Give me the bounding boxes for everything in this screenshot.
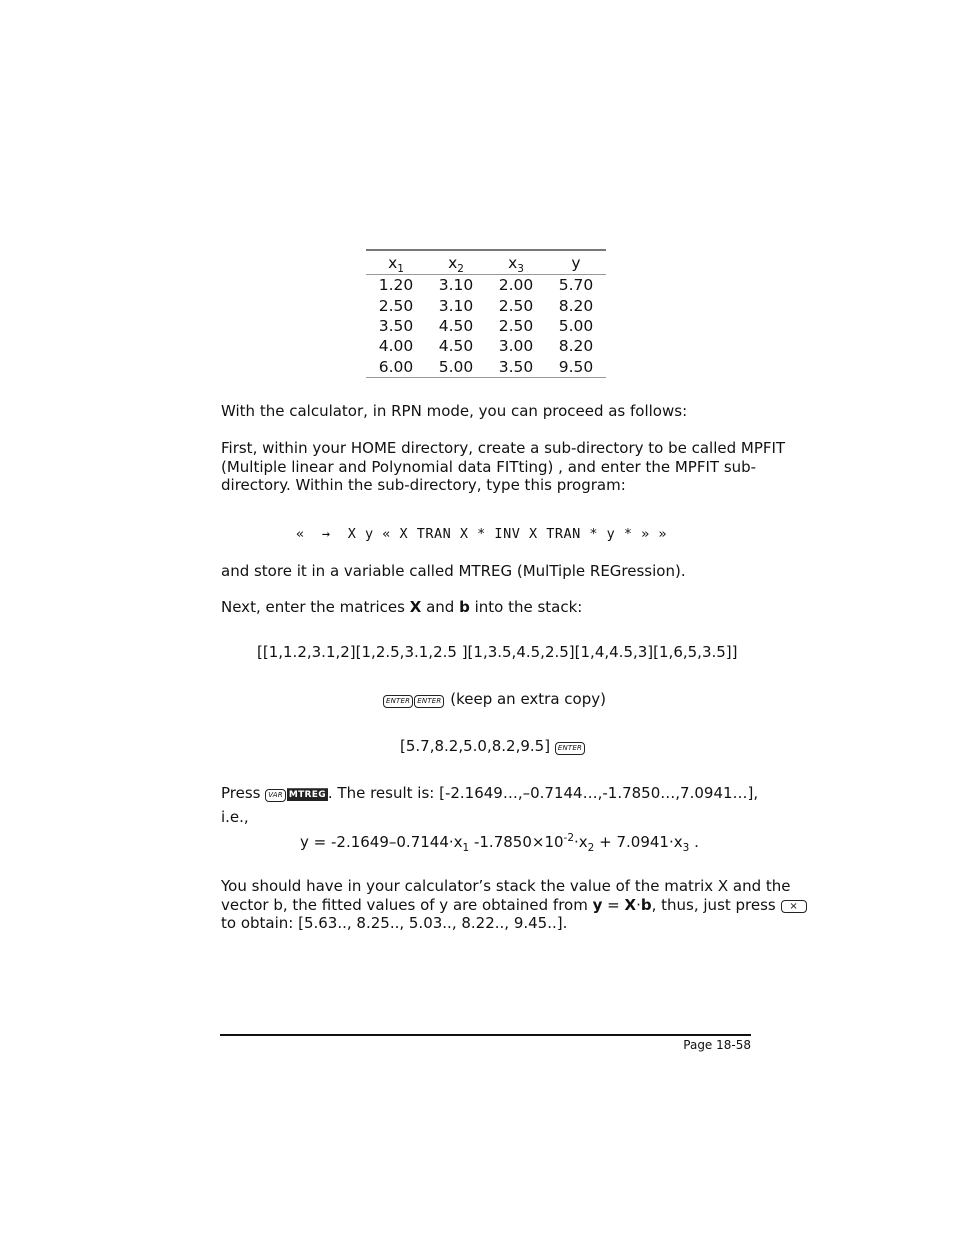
vector-b-entry: [5.7,8.2,5.0,8.2,9.5] ENTER [400,737,586,756]
table-cell: 3.10 [438,276,474,295]
footer-rule [220,1034,751,1036]
paragraph-line: You should have in your calculator’s stack the value of the matrix X and the [221,877,791,895]
table-cell: 5.70 [558,276,594,295]
create-subdirectory-paragraph [221,439,785,495]
table-cell: 5.00 [558,316,594,335]
multiply-key-icon: × [781,900,807,913]
enter-key-icon: ENTER [414,695,444,708]
table-cell: 5.00 [438,357,474,376]
data-table [366,249,606,378]
vector-b-symbol: b [459,598,470,616]
table-cell: 3.50 [378,316,414,335]
var-key-icon: VAR [265,789,286,802]
table-row [366,357,606,378]
table-cell: 4.50 [438,316,474,335]
header-y: y [571,253,581,272]
table-cell: 2.00 [498,276,534,295]
program-listing: « → X y « X TRAN X * INV X TRAN * y * » » [296,526,667,542]
enter-matrices-paragraph: Next, enter the matrices X and b into the stack: [221,598,583,616]
table-cell: 6.00 [378,357,414,376]
page-number: Page 18-58 [683,1038,751,1052]
table-row [366,316,606,336]
paragraph-line: i.e., [221,807,249,826]
paragraph-line: directory. Within the sub-directory, type this program: [221,476,626,494]
press-paragraph [221,784,758,826]
table-cell: 8.20 [558,296,594,315]
header-x3: $x_3$ [508,253,524,275]
store-paragraph: and store it in a variable called MTREG (MulTiple REGression). [221,562,686,580]
table-row [366,295,606,315]
table-header-row [366,250,606,275]
enter-copy-line: ENTER ENTER (keep an extra copy) [383,690,606,709]
table-cell: 8.20 [558,337,594,356]
table-cell: 2.50 [378,296,414,315]
paragraph-line: to obtain: [5.63.., 8.25.., 5.03.., 8.22.., 9.45..]. [221,914,568,932]
table-cell: 9.50 [558,357,594,376]
header-x1: $x_1$ [388,253,404,275]
matrix-x-entry: [[1,1.2,3.1,2][1,2.5,3.1,2.5 ][1,3.5,4.5,2.5][1,4,4.5,3][1,6,5,3.5]] [257,643,738,661]
table-cell: 3.10 [438,296,474,315]
table-cell: 3.50 [498,357,534,376]
regression-equation: $y = -2.1649-0.7144\cdot x_1$ $-1.7850\times 10^{-2}\cdot x_2 + 7.0941\cdot x_3$ . [300,832,699,854]
enter-key-icon: ENTER [383,695,413,708]
paragraph-line: Press VAR MTREG . The result is: [-2.1649…,–0.7144…,-1.7850…,7.0941…], [221,784,759,802]
table-row [366,336,606,356]
fitted-values-paragraph [221,877,807,933]
table-cell: 1.20 [378,276,414,295]
table-cell: 3.00 [498,337,534,356]
rpn-mode-paragraph: With the calculator, in RPN mode, you can proceed as follows: [221,402,688,420]
header-x2: $x_2$ [448,253,464,275]
paragraph-line: vector b, the fitted values of y are obtained from y = X·b, thus, just press × [221,896,807,915]
table-cell: 2.50 [498,316,534,335]
enter-key-icon: ENTER [555,742,585,755]
table-cell: 2.50 [498,296,534,315]
matrix-X-symbol: X [409,598,422,616]
table-cell: 4.00 [378,337,414,356]
mtreg-softkey-icon: MTREG [288,790,326,800]
paragraph-line: First, within your HOME directory, create a sub-directory to be called MPFIT [221,439,786,457]
paragraph-line: (Multiple linear and Polynomial data FITting) , and enter the MPFIT sub- [221,457,757,476]
table-cell: 4.50 [438,337,474,356]
table-row [366,275,606,296]
